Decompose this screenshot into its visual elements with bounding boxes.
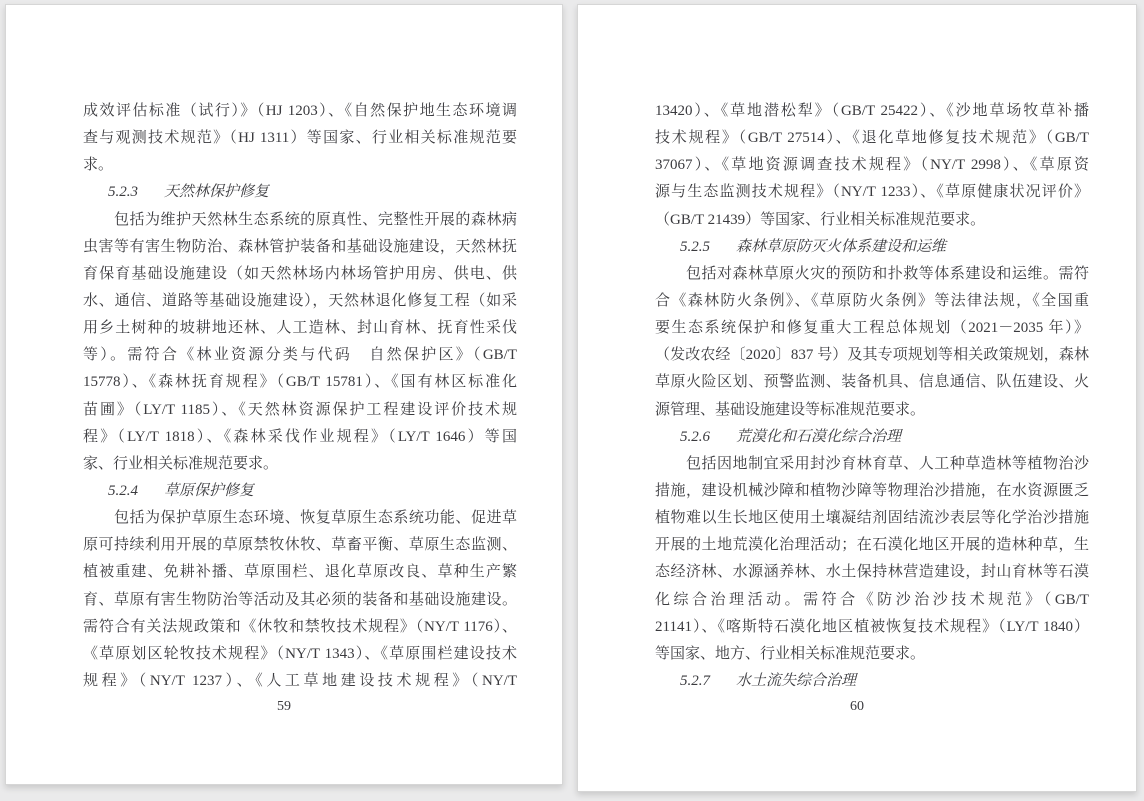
text-line: 15778）、《森林抚育规程》（GB/T 15781）、《国有林区标准化 (83, 374, 517, 391)
section-heading (655, 424, 1089, 451)
text-line: 措施，建设机械沙障和植物沙障等物理治沙措施，在水资源匮乏 (655, 482, 1089, 499)
document-page-right (577, 4, 1137, 792)
section-number: 5.2.3 (108, 184, 138, 201)
text-line: 包括对森林草原火灾的预防和扑救等体系建设和运维。需符 (686, 265, 1089, 282)
section-title: 水土流失综合治理 (736, 672, 857, 689)
document-page-left (5, 4, 563, 785)
section-title: 森林草原防灭火体系建设和运维 (736, 238, 947, 255)
text-line: 规程》（NY/T 1237）、《人工草地建设技术规程》（NY/T (83, 672, 517, 689)
section-number: 5.2.4 (108, 482, 138, 499)
text-line: 源管理、基础设施建设等标准规范要求。 (655, 401, 926, 418)
text-line: 包括为维护天然林生态系统的原真性、完整性开展的森林病 (114, 211, 517, 228)
section-number: 5.2.5 (680, 238, 710, 255)
section-heading (83, 478, 517, 505)
text-line: 技术规程》（GB/T 27514）、《退化草地修复技术规范》（GB/T (655, 130, 1089, 147)
text-line: 植被重建、免耕补播、草原围栏、退化草原改良、草种生产繁 (83, 564, 517, 581)
text-line: 苗圃》（LY/T 1185）、《天然林资源保护工程建设评价技术规 (83, 401, 517, 418)
section-heading (655, 668, 1089, 695)
text-line: 源与生态监测技术规程》（NY/T 1233）、《草原健康状况评价》 (655, 184, 1089, 201)
text-line: 等）。需符合《林业资源分类与代码 自然保护区》（GB/T (83, 347, 517, 364)
text-line: 育保育基础设施建设（如天然林场内林场管护用房、供电、供 (83, 265, 517, 282)
text-line: 查与观测技术规范》（HJ 1311）等国家、行业相关标准规范要 (83, 130, 517, 147)
text-line: 21141）、《喀斯特石漠化地区植被恢复技术规程》（LY/T 1840） (655, 618, 1089, 635)
section-number: 5.2.6 (680, 428, 710, 445)
text-line: 13420）、《草地潜松犁》（GB/T 25422）、《沙地草场牧草补播 (655, 103, 1089, 119)
section-heading (655, 234, 1089, 261)
text-line: 态经济林、水源涵养林、水土保持林营造建设，封山育林等石漠 (655, 564, 1089, 581)
text-line: 水、通信、道路等基础设施建设），天然林退化修复工程（如采 (83, 292, 517, 309)
text-line: 要生态系统保护和修复重大工程总体规划（2021－2035 年）》 (655, 320, 1089, 337)
text-line: （GB/T 21439）等国家、行业相关标准规范要求。 (655, 211, 986, 228)
text-line: 合《森林防火条例》、《草原防火条例》等法律法规，《全国重 (655, 292, 1089, 309)
text-line: 《草原划区轮牧技术规程》（NY/T 1343）、《草原围栏建设技术 (83, 645, 517, 662)
text-line: 育、草原有害生物防治等活动及其必须的装备和基础设施建设。 (83, 591, 517, 608)
text-line: 等国家、地方、行业相关标准规范要求。 (655, 645, 926, 662)
text-line: 虫害等有害生物防治、森林管护装备和基础设施建设，天然林抚 (83, 238, 517, 255)
section-number: 5.2.7 (680, 672, 710, 689)
text-line: 用乡土树种的坡耕地还林、人工造林、封山育林、抚育性采伐 (83, 320, 517, 337)
text-line: 求。 (83, 157, 114, 174)
page-content (83, 98, 517, 695)
section-title: 荒漠化和石漠化综合治理 (736, 428, 902, 445)
text-line: 成效评估标准（试行）》（HJ 1203）、《自然保护地生态环境调 (83, 103, 517, 119)
text-line: （发改农经〔2020〕837 号）及其专项规划等相关政策规划，森林 (655, 347, 1089, 364)
text-line: 开展的土地荒漠化治理活动；在石漠化地区开展的造林种草，生 (655, 537, 1089, 554)
page-number: 60 (850, 699, 864, 714)
text-line: 植物难以生长地区使用土壤凝结剂固结流沙表层等化学治沙措施 (655, 510, 1089, 527)
section-heading (83, 179, 517, 206)
text-line: 原可持续利用开展的草原禁牧休牧、草畜平衡、草原生态监测、 (83, 537, 517, 554)
page-number: 59 (277, 699, 291, 714)
text-line: 37067）、《草地资源调查技术规程》（NY/T 2998）、《草原资 (655, 157, 1089, 174)
page-content (655, 98, 1089, 695)
section-title: 天然林保护修复 (164, 184, 270, 201)
text-line: 需符合有关法规政策和《休牧和禁牧技术规程》（NY/T 1176）、 (83, 618, 517, 635)
text-line: 化综合治理活动。需符合《防沙治沙技术规范》（GB/T (655, 591, 1089, 608)
text-line: 包括因地制宜采用封沙育林育草、人工种草造林等植物治沙 (686, 455, 1089, 472)
text-line: 草原火险区划、预警监测、装备机具、信息通信、队伍建设、火 (655, 374, 1089, 391)
text-line: 程》（LY/T 1818）、《森林采伐作业规程》（LY/T 1646）等国 (83, 428, 517, 445)
text-line: 包括为保护草原生态环境、恢复草原生态系统功能、促进草 (114, 510, 517, 527)
section-title: 草原保护修复 (164, 482, 255, 499)
text-line: 家、行业相关标准规范要求。 (83, 455, 279, 472)
